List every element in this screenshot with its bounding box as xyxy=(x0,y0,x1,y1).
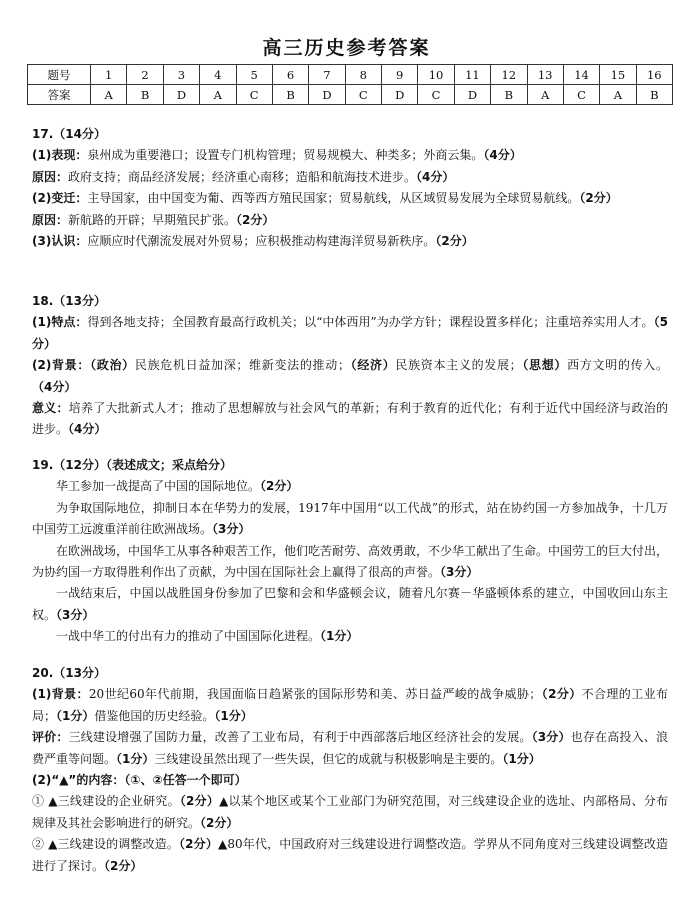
q17-line-1 xyxy=(32,145,668,166)
q20-o1-text-a: ① ▲三线建设的企业研究。 xyxy=(32,794,180,809)
q19-p5-text: 一战中华工的付出有力的推动了中国国际化进程。 xyxy=(56,629,321,644)
q17-l2-label: 原因： xyxy=(32,169,69,184)
q18-l2-text-b: 民族资本主义的发展； xyxy=(395,358,522,373)
answer-cell: A xyxy=(91,85,127,105)
q17-l5-score: （2分） xyxy=(435,234,474,249)
q20-o1-text-b: ▲以某个地区或某个工业部门为研究范围，对三线建设企业的选址、内部格局、分布规律及其社会影响进行的研究。 xyxy=(32,794,669,830)
answer-cell: C xyxy=(563,85,599,105)
number-cell: 11 xyxy=(454,65,490,85)
answer-table xyxy=(27,64,673,105)
q20-o2-score-a: （2分） xyxy=(179,837,218,852)
q18-l1-text: 得到各地支持；全国教育最高行政机关；以“中体西用”为办学方针；课程设置多样化；注重培养实用人才。 xyxy=(87,315,654,330)
q17-l1-label: (1)表现： xyxy=(32,148,88,163)
q20-o2-text-b: ▲80年代，中国政府对三线建设进行调整改造。学界从不同角度对三线建设调整改造进行了探讨。 xyxy=(32,837,668,873)
q20-l1-text-b: 不合理的工业布局； xyxy=(32,687,668,723)
q20-part-2-header: (2)“▲”的内容：（①、②任答一个即可） xyxy=(32,773,247,788)
q18-line-2 xyxy=(32,355,668,398)
q18-l2-text-a: 民族危机日益加深；维新变法的推动； xyxy=(134,358,350,373)
q17-l2-score: （4分） xyxy=(416,169,455,184)
q19-p4-score: （3分） xyxy=(56,607,95,622)
answer-cell: D xyxy=(454,85,490,105)
q20-option-1 xyxy=(32,791,668,834)
q19-p4-text: 一战结束后，中国以战胜国身份参加了巴黎和会和华盛顿会议，随着凡尔赛－华盛顿体系的建立，中国收回山东主权。 xyxy=(32,586,668,622)
number-cell: 6 xyxy=(272,65,308,85)
q19-p3-score: （3分） xyxy=(440,565,479,580)
q20-o1-score-a: （2分） xyxy=(179,794,220,809)
q20-line-1 xyxy=(32,684,668,727)
answer-cell: C xyxy=(236,85,272,105)
question-18 xyxy=(32,291,668,441)
answer-cell: B xyxy=(127,85,163,105)
q20-l2-score-b: （1分） xyxy=(116,751,155,766)
q18-l2-economy: （经济） xyxy=(349,358,396,373)
q17-l5-label: (3)认识： xyxy=(32,234,88,249)
q20-l2-text-a: 三线建设增强了国防力量，改善了工业布局，有利于中西部落后地区经济社会的发展。 xyxy=(68,730,532,745)
answer-cell: D xyxy=(163,85,199,105)
q18-line-3 xyxy=(32,398,668,441)
q20-o2-score-b: （2分） xyxy=(104,858,143,873)
number-cell: 10 xyxy=(418,65,454,85)
question-19-header: 19.（12分）（表述成文；采点给分） xyxy=(32,458,232,472)
q20-l2-label: 评价： xyxy=(32,730,69,745)
answer-row xyxy=(28,85,673,105)
answer-cell: C xyxy=(345,85,381,105)
q20-l1-label: (1)背景： xyxy=(32,687,89,702)
q20-l1-score-c: （1分） xyxy=(214,708,253,723)
q19-para-1 xyxy=(32,476,668,497)
q19-p1-score: （2分） xyxy=(260,479,299,494)
answer-cell: D xyxy=(382,85,418,105)
q20-option-2 xyxy=(32,834,668,877)
q18-line-1 xyxy=(32,312,668,355)
q17-l3-score: （2分） xyxy=(579,191,618,206)
number-cell: 13 xyxy=(527,65,563,85)
q19-para-4 xyxy=(32,583,668,626)
number-cell: 9 xyxy=(382,65,418,85)
q18-l3-label: 意义： xyxy=(32,401,69,416)
q17-line-5 xyxy=(32,231,668,252)
q20-l1-score-a: （2分） xyxy=(541,687,582,702)
q17-l4-label: 原因： xyxy=(32,212,69,227)
number-cell: 4 xyxy=(200,65,236,85)
q20-l1-score-b: （1分） xyxy=(56,708,95,723)
q19-para-3 xyxy=(32,541,668,584)
q17-l2-text: 政府支持；商品经济发展；经济重心南移；造船和航海技术进步。 xyxy=(68,169,417,184)
number-cell: 16 xyxy=(636,65,672,85)
q20-o1-score-b: （2分） xyxy=(200,815,239,830)
q20-l2-text-b: 也存在高投入、浪费严重等问题。 xyxy=(32,730,668,766)
q20-o2-text-a: ② ▲三线建设的调整改造。 xyxy=(32,837,180,852)
q18-l3-text: 培养了大批新式人才；推动了思想解放与社会风气的革新；有利于教育的近代化；有利于近代中国经济与政治的进步。 xyxy=(32,401,668,437)
q20-l2-text-c: 三线建设虽然出现了一些失误，但它的成就与积极影响是主要的。 xyxy=(154,751,503,766)
question-20-header: 20.（13分） xyxy=(32,666,106,680)
q17-l3-label: (2)变迁： xyxy=(32,191,88,206)
q18-l1-score: （5分） xyxy=(32,315,668,351)
q18-l2-label: (2)背景： xyxy=(32,358,91,373)
q18-l2-text-c: 西方文明的传入。 xyxy=(567,358,668,373)
number-cell: 2 xyxy=(127,65,163,85)
q18-l2-politics: （政治） xyxy=(90,358,135,373)
q19-p3-text: 在欧洲战场，中国华工从事各种艰苦工作，他们吃苦耐劳、高效勇敢，不少华工献出了生命。中国劳工的巨大付出，为协约国一方取得胜利作出了贡献，为中国在国际社会上赢得了很高的声誉。 xyxy=(32,543,669,580)
q19-p5-score: （1分） xyxy=(320,629,359,644)
q17-l5-text: 应顺应时代潮流发展对外贸易；应积极推动构建海洋贸易新秩序。 xyxy=(87,234,436,249)
answer-cell: B xyxy=(272,85,308,105)
number-cell: 14 xyxy=(563,65,599,85)
q17-l4-text: 新航路的开辟；早期殖民扩张。 xyxy=(68,212,237,227)
answer-cell: D xyxy=(309,85,345,105)
number-cell: 7 xyxy=(309,65,345,85)
q18-l2-score: （4分） xyxy=(32,379,77,394)
answer-cell: C xyxy=(418,85,454,105)
number-cell: 15 xyxy=(600,65,636,85)
number-cell: 8 xyxy=(345,65,381,85)
q17-line-3 xyxy=(32,188,668,209)
number-cell: 3 xyxy=(163,65,199,85)
q17-line-4 xyxy=(32,210,668,231)
answer-cell: A xyxy=(527,85,563,105)
q17-line-2 xyxy=(32,167,668,188)
q20-l1-text-c: 借鉴他国的历史经验。 xyxy=(94,708,215,723)
q18-l3-score: （4分） xyxy=(68,422,107,437)
q18-l2-thought: （思想） xyxy=(521,358,568,373)
number-cell: 5 xyxy=(236,65,272,85)
answer-cell: A xyxy=(200,85,236,105)
q17-l1-text: 泉州成为重要港口；设置专门机构管理；贸易规模大、种类多；外商云集。 xyxy=(87,148,484,163)
row-label-answer: 答案 xyxy=(28,85,91,105)
q20-l1-text-a: 20世纪60年代前期，我国面临日趋紧张的国际形势和美、苏日益严峻的战争威胁； xyxy=(88,687,542,702)
number-cell: 12 xyxy=(491,65,527,85)
answer-cell: A xyxy=(600,85,636,105)
question-18-header: 18.（13分） xyxy=(32,294,106,308)
question-number-row xyxy=(28,65,673,85)
q17-l3-text: 主导国家，由中国变为葡、西等西方殖民国家；贸易航线，从区域贸易发展为全球贸易航线。 xyxy=(87,191,580,206)
question-20 xyxy=(32,663,668,877)
q19-para-2 xyxy=(32,498,668,541)
row-label-number: 题号 xyxy=(28,65,91,85)
q19-para-5 xyxy=(32,626,668,647)
question-19 xyxy=(32,455,668,648)
q19-p1-text: 华工参加一战提高了中国的国际地位。 xyxy=(56,479,261,494)
page-title: 高三历史参考答案 xyxy=(262,37,431,59)
question-17-header: 17.（14分） xyxy=(32,127,106,141)
answer-cell: B xyxy=(491,85,527,105)
number-cell: 1 xyxy=(91,65,127,85)
q18-l1-label: (1)特点： xyxy=(32,315,88,330)
q17-l1-score: （4分） xyxy=(483,148,522,163)
q20-l2-score-a: （3分） xyxy=(531,730,571,745)
q19-p2-score: （3分） xyxy=(212,522,251,537)
q20-line-2 xyxy=(32,727,668,770)
q20-l2-score-c: （1分） xyxy=(502,751,541,766)
answer-cell: B xyxy=(636,85,672,105)
q17-l4-score: （2分） xyxy=(236,212,275,227)
q19-p2-text: 为争取国际地位，抑制日本在华势力的发展，1917年中国用“以工代战”的形式，站在协约国一方参加战争，十几万中国劳工远渡重洋前往欧洲战场。 xyxy=(32,500,668,537)
question-17 xyxy=(32,124,668,252)
